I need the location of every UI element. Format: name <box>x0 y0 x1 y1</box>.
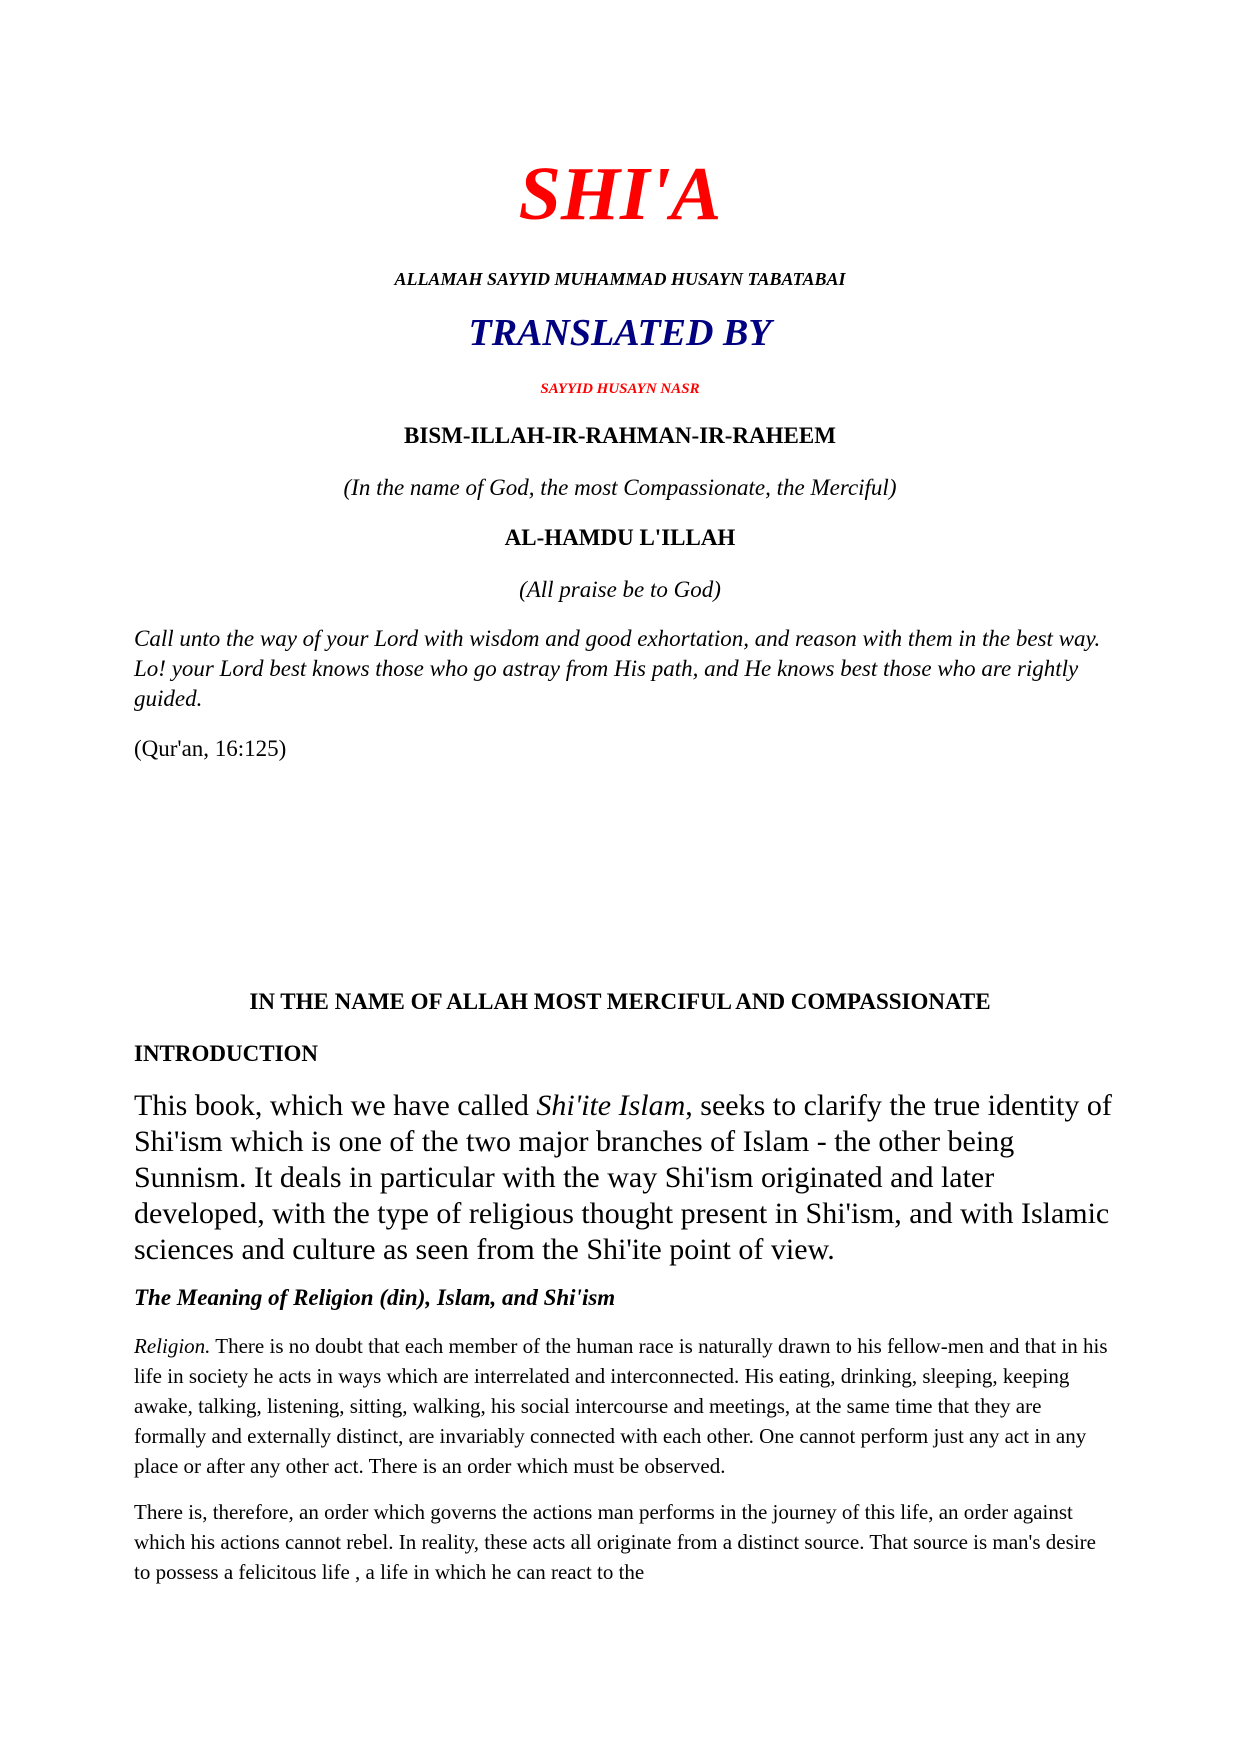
verse-reference: (Qur'an, 16:125) <box>134 736 287 761</box>
hamdu-heading: AL-HAMDU L'ILLAH <box>504 525 736 550</box>
quran-verse: Call unto the way of your Lord with wisdom and good exhortation, and reason with them in the best way. Lo! your Lord best knows those who go astray from His path, and He knows best those who are rightly guided. <box>134 626 1101 711</box>
paragraph-lead: Religion. <box>134 1334 211 1358</box>
bismillah-heading: BISM-ILLAH-IR-RAHMAN-IR-RAHEEM <box>404 423 836 448</box>
body-paragraph-2: There is, therefore, an order which governs the actions man performs in the journey of this life, an order against which his actions cannot rebel. In reality, these acts all originate from a distinct source. That source is man's desire to possess a felicitous life , a life in which he can react to the <box>134 1500 1096 1584</box>
section-heading: IN THE NAME OF ALLAH MOST MERCIFUL AND COMPASSIONATE <box>249 989 991 1014</box>
bismillah-translation: (In the name of God, the most Compassionate, the Merciful) <box>343 475 897 500</box>
introduction-paragraph <box>134 1088 1114 1268</box>
translator-name: SAYYID HUSAYN NASR <box>540 381 700 397</box>
intro-text-after: , seeks to clarify the true identity of Shi'ism which is one of the two major branches of Islam - the other being Sunnism. It deals in particular with the way Shi'ism originated and later developed, with the type of religious thought present in Shi'ism, and with Islamic sciences and culture as seen from the Shi'ite point of view. <box>134 1089 1112 1266</box>
paragraph-text: There is no doubt that each member of the human race is naturally drawn to his fellow-men and that in his life in society he acts in ways which are interrelated and interconnected. His eating, drinking, sleeping, keeping awake, talking, listening, sitting, walking, his social intercourse and meetings, at the same time that they are formally and externally distinct, are invariably connected with each other. One cannot perform just any act in any place or after any other act. There is an order which must be observed. <box>134 1334 1108 1478</box>
book-title-emphasis: Shi'ite Islam <box>536 1089 686 1122</box>
hamdu-translation: (All praise be to God) <box>519 577 721 602</box>
body-paragraph <box>134 1331 1109 1481</box>
subsection-heading: The Meaning of Religion (din), Islam, and Shi'ism <box>134 1285 616 1310</box>
intro-text-before: This book, which we have called <box>134 1089 537 1122</box>
translated-by-heading: TRANSLATED BY <box>468 312 772 354</box>
introduction-heading: INTRODUCTION <box>134 1041 319 1066</box>
author-name: ALLAMAH SAYYID MUHAMMAD HUSAYN TABATABAI <box>394 269 846 289</box>
document-title: SHI'A <box>518 152 722 236</box>
